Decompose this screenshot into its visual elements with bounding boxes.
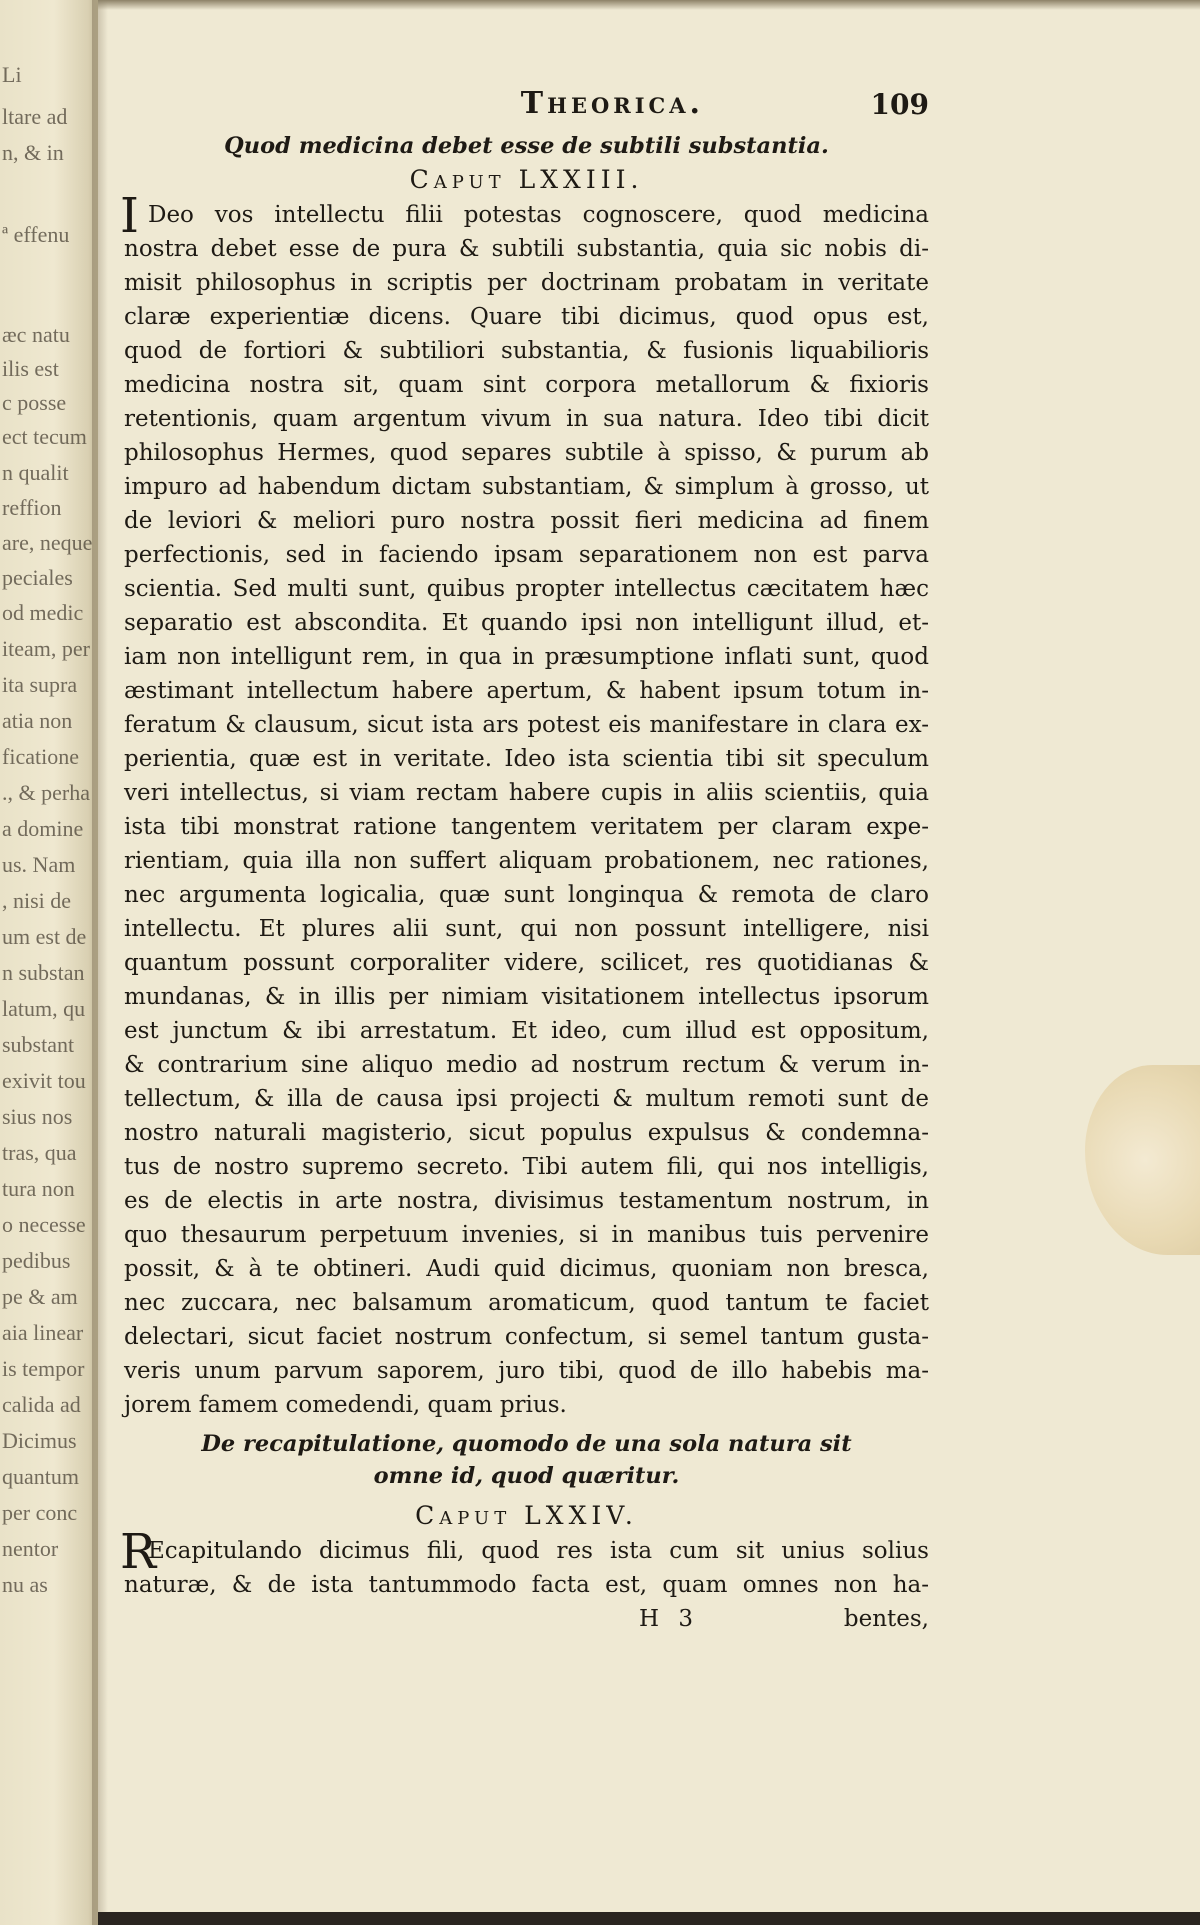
facing-page-fragment: ita supra — [2, 672, 78, 697]
facing-page-fragment: ilis est — [2, 356, 59, 381]
chapter-74-text — [120, 1524, 929, 1602]
drop-cap: I — [120, 188, 139, 244]
chapter-73-number: Caput LXXIII. — [409, 165, 644, 194]
facing-page-fragment: nu as — [2, 1572, 48, 1597]
text-line: medicina nostra sit, quam sint corpora metallorum & fixioris — [124, 372, 929, 398]
text-line: quod de fortiori & subtiliori substantia, & fusionis liquabilioris — [124, 338, 929, 364]
facing-page-fragment: atia non — [2, 708, 73, 733]
text-line: possit, & à te obtineri. Audi quid dicimus, quoniam non bresca, — [124, 1256, 929, 1282]
facing-page-fragment: n, & in — [2, 140, 64, 165]
text-line: philosophus Hermes, quod separes subtile à spisso, & purum ab — [124, 440, 929, 466]
text-line: intellectu. Et plures alii sunt, qui non possunt intelligere, nisi — [124, 916, 929, 942]
facing-page-fragment: n qualit — [2, 460, 69, 485]
facing-page-fragment: um est de — [2, 924, 87, 949]
facing-page-fragment: ., & perha — [2, 780, 90, 805]
facing-page-strip — [0, 0, 98, 1925]
facing-page-fragment: pe & am — [2, 1284, 78, 1309]
text-line: es de electis in arte nostra, divisimus testamentum nostrum, in — [124, 1188, 929, 1214]
facing-page-fragment: iteam, per — [2, 636, 90, 661]
running-title: Theorica. — [520, 86, 704, 121]
text-line — [120, 1524, 929, 1580]
facing-page-fragment: Li — [2, 62, 22, 87]
facing-page-fragment: substant — [2, 1032, 75, 1057]
signature-mark: H 3 — [639, 1606, 700, 1632]
text-line: nec argumenta logicalia, quæ sunt longinqua & remota de claro — [124, 882, 929, 908]
text-line: scientia. Sed multi sunt, quibus propter intellectus cæcitatem hæc — [124, 576, 929, 602]
facing-page-fragment: peciales — [2, 565, 73, 590]
text-line: retentionis, quam argentum vivum in sua natura. Ideo tibi dicit — [124, 406, 929, 432]
text-line: separatio est abscondita. Et quando ipsi non intelligunt illud, et- — [124, 610, 929, 636]
text-line: tus de nostro supremo secreto. Tibi autem fili, qui nos intelligis, — [124, 1154, 929, 1180]
facing-page-fragment: c posse — [2, 390, 67, 415]
facing-page-fragment: ltare ad — [2, 104, 68, 129]
facing-page-fragment: sius nos — [2, 1104, 73, 1129]
top-edge-shadow — [98, 0, 1200, 10]
facing-page-fragment: ª effenu — [2, 222, 70, 247]
page-content — [120, 86, 929, 1636]
facing-page-fragment: quantum — [2, 1464, 79, 1489]
text-line: feratum & clausum, sicut ista ars potest eis manifestare in clara ex- — [124, 712, 929, 738]
facing-page-fragment: pedibus — [2, 1248, 71, 1273]
facing-page-fragment: nentor — [2, 1536, 59, 1561]
text-line: quo thesaurum perpetuum invenies, si in manibus tuis pervenire — [124, 1222, 929, 1248]
text-line: perientia, quæ est in veritate. Ideo ista scientia tibi sit speculum — [124, 746, 929, 772]
catchword: bentes, — [843, 1606, 929, 1632]
text-line: mundanas, & in illis per nimiam visitationem intellectus ipsorum — [124, 984, 929, 1010]
facing-page-fragment: tura non — [2, 1176, 75, 1201]
running-head — [124, 86, 929, 130]
text-line: æstimant intellectum habere apertum, & habent ipsum totum in- — [124, 678, 929, 704]
text-line: quantum possunt corporaliter videre, scilicet, res quotidianas & — [124, 950, 929, 976]
text-line: impuro ad habendum dictam substantiam, & simplum à grosso, ut — [124, 474, 929, 500]
paper-stain — [1085, 1065, 1200, 1255]
text-line-content: Ecapitulando dicimus fili, quod res ista cum sit unius solius — [148, 1538, 929, 1564]
text-line — [120, 188, 929, 244]
facing-page-fragment: latum, qu — [2, 996, 86, 1021]
bottom-edge — [98, 1912, 1200, 1925]
facing-page-fragment: od medic — [2, 600, 84, 625]
text-line-content: Deo vos intellectu filii potestas cognoscere, quod medicina — [148, 202, 929, 228]
text-line: nec zuccara, nec balsamum aromaticum, quod tantum te faciet — [124, 1290, 929, 1316]
chapter-73-text — [120, 188, 929, 1422]
facing-page-fragment: a domine — [2, 816, 84, 841]
text-line: claræ experientiæ dicens. Quare tibi dicimus, quod opus est, — [124, 304, 929, 330]
chapter-73-heading: Quod medicina debet esse de subtili substantia. — [224, 133, 829, 159]
gutter-shadow — [92, 0, 108, 1925]
drop-cap: R — [120, 1524, 157, 1580]
text-line: veri intellectus, si viam rectam habere cupis in aliis scientiis, quia — [124, 780, 929, 806]
text-line: tellectum, & illa de causa ipsi projecti & multum remoti sunt de — [124, 1086, 929, 1112]
page-number: 109 — [870, 88, 929, 121]
text-line: nostro naturali magisterio, sicut populus expulsus & condemna- — [124, 1120, 929, 1146]
text-line: iam non intelligunt rem, in qua in præsumptione inflati sunt, quod — [124, 644, 929, 670]
facing-page-fragment: is tempor — [2, 1356, 85, 1381]
facing-page-fragment: are, neque — [2, 530, 93, 555]
text-line: veris unum parvum saporem, juro tibi, quod de illo habebis ma- — [124, 1358, 929, 1384]
text-line: & contrarium sine aliquo medio ad nostrum rectum & verum in- — [124, 1052, 929, 1078]
text-line: perfectionis, sed in faciendo ipsam separationem non est parva — [124, 542, 929, 568]
text-line: delectari, sicut faciet nostrum confectum, si semel tantum gusta- — [124, 1324, 929, 1350]
facing-page-fragment: n substan — [2, 960, 85, 985]
facing-page-fragment: ect tecum — [2, 424, 87, 449]
facing-page-fragment: aia linear — [2, 1320, 84, 1345]
text-line: ista tibi monstrat ratione tangentem veritatem per claram expe- — [124, 814, 929, 840]
chapter-74-heading-line-1: De recapitulatione, quomodo de una sola natura sit — [201, 1431, 852, 1457]
facing-page-fragment: o necesse — [2, 1212, 86, 1237]
text-line: misit philosophus in scriptis per doctrinam probatam in veritate — [124, 270, 929, 296]
facing-page-fragment: calida ad — [2, 1392, 81, 1417]
text-line: nostra debet esse de pura & subtili substantia, quia sic nobis di- — [124, 236, 929, 262]
chapter-74-number: Caput LXXIV. — [415, 1501, 638, 1530]
facing-page-fragment: , nisi de — [2, 888, 72, 913]
facing-page-fragment: tras, qua — [2, 1140, 77, 1165]
facing-page-fragment: exivit tou — [2, 1068, 86, 1093]
page-footer — [124, 1602, 929, 1636]
facing-page-fragment: us. Nam — [2, 852, 76, 877]
facing-page-fragment: ficatione — [2, 744, 79, 769]
text-line: de leviori & meliori puro nostra possit fieri medicina ad finem — [124, 508, 929, 534]
chapter-74-heading-line-2: omne id, quod quæritur. — [373, 1463, 680, 1489]
text-line: jorem famem comedendi, quam prius. — [124, 1392, 567, 1418]
facing-page-fragment: æc natu — [2, 322, 70, 347]
facing-page-fragment: reffion — [2, 495, 62, 520]
facing-page-fragment: per conc — [2, 1500, 78, 1525]
text-line: est junctum & ibi arrestatum. Et ideo, cum illud est oppositum, — [124, 1018, 929, 1044]
text-line: naturæ, & de ista tantummodo facta est, quam omnes non ha- — [124, 1572, 929, 1598]
text-line: rientiam, quia illa non suffert aliquam probationem, nec rationes, — [124, 848, 929, 874]
facing-page-fragment: Dicimus — [2, 1428, 77, 1453]
